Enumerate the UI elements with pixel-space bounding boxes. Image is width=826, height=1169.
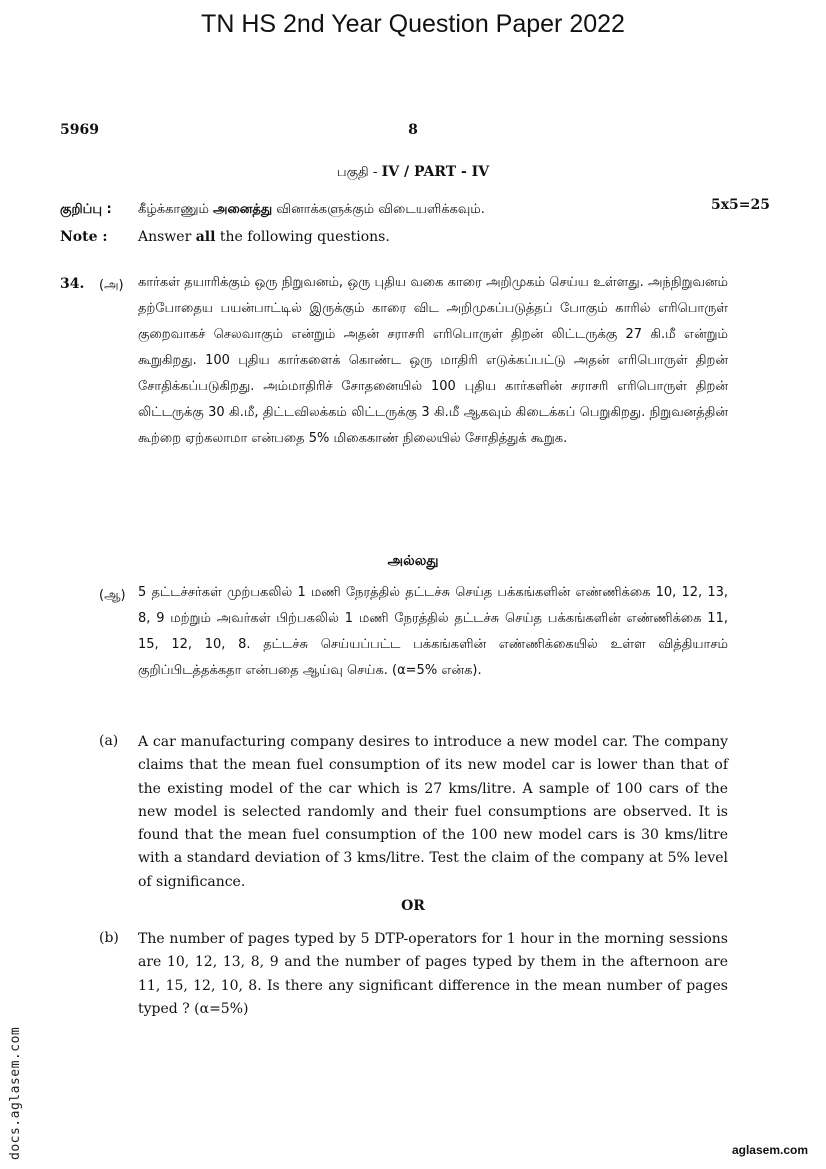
page-number: 8 <box>408 122 418 138</box>
part-heading-tamil: பகுதி - <box>336 165 382 180</box>
instruction-tamil <box>60 197 770 229</box>
option-b-english-text: The number of pages typed by 5 DTP-operators for 1 hour in the morning sessions are 10, 12, 13, 8, 9 and the number of pages typed by them in the afternoon are 11, 15, 12, 10, 8. Is there any significant difference in the mean number of pages typed ? (α=5%) <box>138 931 728 1017</box>
instruction-tamil-text: கீழ்க்காணும் அனைத்து வினாக்களுக்கும் விடையளிக்கவும். <box>138 202 485 217</box>
option-a-english-text: A car manufacturing company desires to introduce a new model car. The company claims that the mean fuel consumption of its new model car is lower than that of the existing model of the car which is 27 kms/litre. A sample of 100 cars of the new model is selected randomly and their fuel consumptions are observed. It is found that the mean fuel consumption of the 100 new model cars is 30 kms/litre with a standard deviation of 3 kms/litre. Test the claim of the company at 5% level of significance. <box>138 734 728 890</box>
or-separator-tamil: அல்லது <box>387 553 439 569</box>
option-b-english-label: (b) <box>99 930 119 946</box>
footer-watermark: aglasem.com <box>731 1143 808 1157</box>
instruction-english <box>60 229 770 261</box>
option-a-english-label: (a) <box>99 733 119 749</box>
or-separator-english: OR <box>401 898 425 914</box>
option-b-tamil-label: (ஆ) <box>99 588 126 603</box>
option-a-tamil-text: கார்கள் தயாரிக்கும் ஒரு நிறுவனம், ஒரு புதிய வகை காரை அறிமுகம் செய்ய உள்ளது. அந்நிறுவனம் தற்போதைய பயன்பாட்டில் இருக்கும் காரை விட அறிமுகப்படுத்தப் போகும் காரில் எரிபொருள் குறைவாகச் செலவாகும் என்றும் அதன் சராசரி எரிபொருள் திறன் லிட்டருக்கு 27 கி.மீ என்றும் கூறுகிறது. 100 புதிய கார்களைக் கொண்ட ஒரு மாதிரி எடுக்கப்பட்டு அதன் எரிபொருள் திறன் சோதிக்கப்படுகிறது. அம்மாதிரிச் சோதனையில் 100 புதிய கார்களின் சராசரி எரிபொருள் திறன் லிட்டருக்கு 30 கி.மீ, திட்டவிலக்கம் லிட்டருக்கு 3 கி.மீ ஆகவும் கிடைக்கப் பெறுகிறது. நிறுவனத்தின் கூற்றை ஏற்கலாமா என்பதை 5% மிகைகாண் நிலையில் சோதித்துக் கூறுக. <box>138 275 728 446</box>
banner-title: TN HS 2nd Year Question Paper 2022 <box>201 10 625 38</box>
option-b-tamil-text: 5 தட்டச்சர்கள் முற்பகலில் 1 மணி நேரத்தில் தட்டச்சு செய்த பக்கங்களின் எண்ணிக்கை 10, 12, 13, 8, 9 மற்றும் அவர்கள் பிற்பகலில் 1 மணி நேரத்தில் தட்டச்சு செய்த பக்கங்களின் எண்ணிக்கை 11, 15, 12, 10, 8. தட்டச்சு செய்யப்பட்ட பக்கங்களின் எண்ணிக்கையில் உள்ள வித்தியாசம் குறிப்பிடத்தக்கதா என்பதை ஆய்வு செய்க. (α=5% என்க). <box>138 585 728 678</box>
instructions <box>60 197 770 261</box>
instruction-english-text: Answer all the following questions. <box>138 229 390 245</box>
part-heading <box>0 160 826 186</box>
question-number: 34. <box>60 276 85 292</box>
part-heading-english: IV / PART - IV <box>381 164 490 180</box>
paper-code: 5969 <box>60 122 99 138</box>
marks-allocation: 5x5=25 <box>710 197 770 213</box>
option-a-tamil-label: (அ) <box>99 278 124 293</box>
side-watermark: docs.aglasem.com <box>8 1026 23 1160</box>
instruction-english-label: Note : <box>60 229 108 245</box>
instruction-tamil-label: குறிப்பு : <box>60 202 112 217</box>
